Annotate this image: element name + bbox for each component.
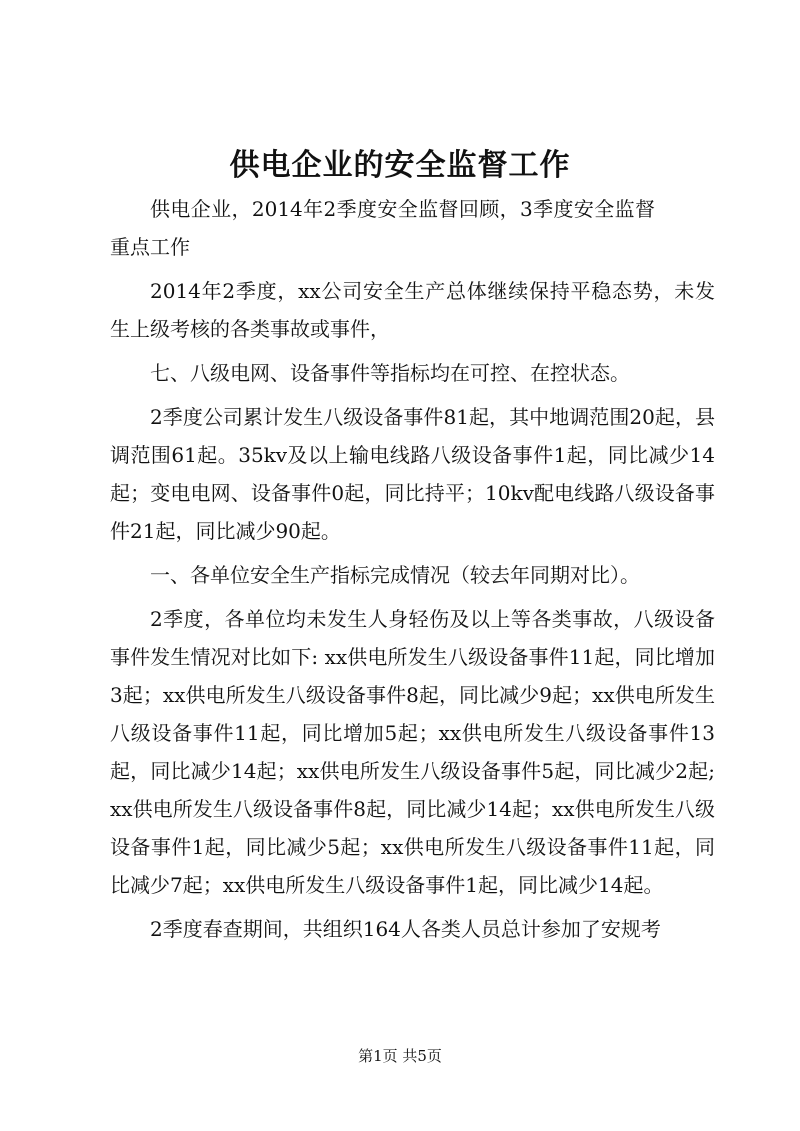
document-title: 供电企业的安全监督工作 [229, 148, 571, 183]
paragraph-2: 2014年2季度，xx公司安全生产总体继续保持平稳态势，未发生上级考核的各类事故或事件， [110, 279, 715, 341]
paragraph-3: 七、八级电网、设备事件等指标均在可控、在控状态。 [150, 361, 630, 385]
paragraph-1: 供电企业，2014年2季度安全监督回顾，3季度安全监督重点工作 [110, 197, 655, 259]
paragraph-5: 一、各单位安全生产指标完成情况（较去年同期对比）。 [150, 563, 640, 587]
paragraph-6: 2季度，各单位均未发生人身轻伤及以上等各类事故，八级设备事件发生情况对比如下: xx供电所发生八级设备事件11起，同比增加3起；xx供电所发生八级设备事件8起，同比减少9起；xx供电所发生八级设备事件11起，同比增加5起；xx供电所发生八级设备事件13起，同比减少14起；xx供电所发生八级设备事件5起，同比减少2起; xx供电所发生八级设备事件8起，同比减少14起；xx供电所发生八级设备事件1起，同比减少5起；xx供电所发生八级设备事件11起，同比减少7起；xx供电所发生八级设备事件1起，同比减少14起。 [110, 607, 715, 897]
page-number-footer: 第1页 共5页 [358, 1047, 442, 1065]
document-body [110, 190, 715, 954]
paragraph-4: 2季度公司累计发生八级设备事件81起，其中地调范围20起，县调范围61起。35kv及以上输电线路八级设备事件1起，同比减少14起；变电电网、设备事件0起，同比持平；10kv配电线路八级设备事件21起，同比减少90起。 [110, 405, 715, 543]
paragraph-7: 2季度春查期间，共组织164人各类人员总计参加了安规考 [150, 917, 661, 941]
